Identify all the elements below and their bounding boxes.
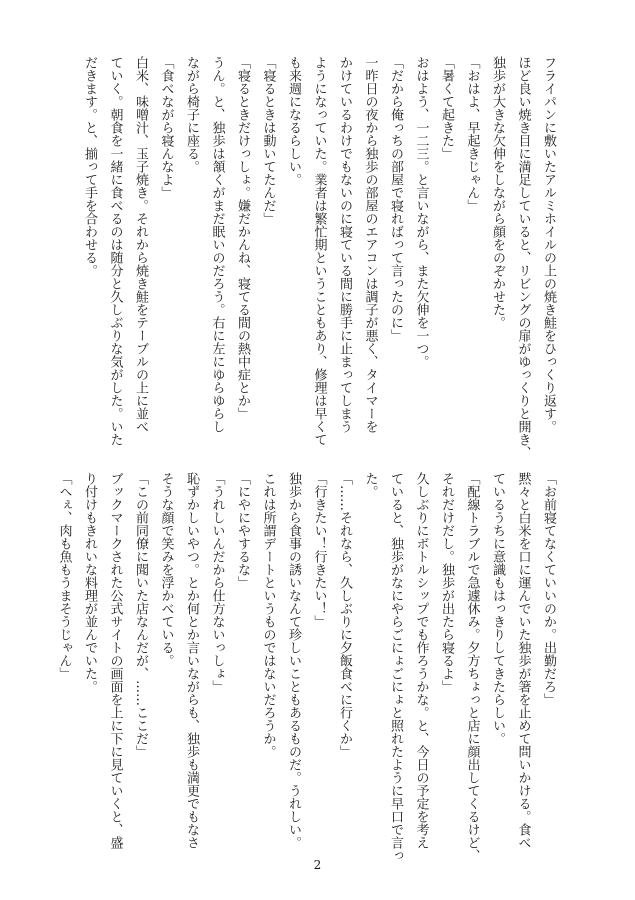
text-line: それだけだし。独歩が出たら寝るよ」 (439, 472, 454, 693)
text-line: ながら椅子に座る。 (184, 56, 199, 173)
text-line: ていると、独歩がなにやらごにょごにょと照れたように早口で言っ (388, 472, 403, 862)
text-line: 黙々と白米を口に運んでいた独歩が箸を止めて問いかける。食べ (515, 472, 531, 849)
text-line: おはよう、一二三。と言いながら、また欠伸を一つ。 (413, 56, 429, 368)
text-line: 「うれしいんだから仕方ないっしょ」 (209, 472, 225, 693)
text-line: 「寝るときは動いてたんだ」 (260, 56, 276, 225)
text-line: 「食べながら寝んなよ」 (158, 56, 174, 199)
text-line: も来週になるらしい。 (286, 56, 301, 186)
text-line: 「暑くて起きた」 (439, 56, 454, 160)
text-line: そうな顔で笑みを浮かべている。 (158, 472, 174, 667)
text-line: 「行きたい！行きたい！」 (311, 472, 327, 628)
text-line: 久しぶりにボトルシップでも作ろうかな。と、今日の予定を考え (413, 472, 429, 849)
text-line: 一昨日の夜から独歩の部屋のエアコンは調子が悪く、タイマーを (362, 56, 378, 433)
text-line: 白米、味噌汁、玉子焼き。それから焼き鮭をテーブルの上に並べ (133, 56, 148, 433)
text-line: 「だから俺っちの部屋で寝ればって言ったのに」 (388, 56, 403, 342)
text-line: 「この前同僚に聞いた店なんだが、……ここだ」 (133, 472, 148, 758)
text-line: 「おはよ、早起きじゃん」 (464, 56, 480, 212)
page-number: 2 (313, 858, 322, 872)
text-line: 「配線トラブルで急遽休み。夕方ちょっと店に顔出してくるけど、 (464, 472, 480, 862)
text-line: これは所謂デートというものではないだろうか。 (260, 472, 276, 758)
text-line: 「へぇ、肉も魚もうまそうじゃん」 (56, 472, 72, 680)
text-line: ていく。朝食を一緒に食べるのは随分と久しぶりな気がした。いた (107, 56, 123, 446)
text-line: ようになっていた。業者は繁忙期ということもあり、修理は早くて (311, 56, 327, 446)
text-line: フライパンに敷いたアルミホイルの上の焼き鮭をひっくり返す。 (541, 56, 556, 433)
text-line: 恥ずかしいやつ。とか何とか言いながらも、独歩も満更でもなさ (184, 472, 199, 849)
text-line: 「……それなら、久しぶりに夕飯食べに行くか」 (337, 472, 352, 758)
text-block-bottom (56, 472, 561, 862)
text-line: 独歩が大きな欠伸をしながら顔をのぞかせた。 (490, 56, 505, 329)
text-line: だきます。と、揃って手を合わせる。 (82, 56, 97, 277)
text-line: 「お前寝てなくていいのか。出勤だろ」 (541, 472, 556, 706)
text-line: 「寝るときだけっしょ。嫌だかんね、寝てる間の熱中症とか」 (235, 56, 250, 420)
text-line: ているうちに意識もはっきりしてきたらしい。 (490, 472, 505, 745)
text-line: ほど良い焼き目に満足していると、リビングの扉がゆっくりと開き、 (515, 56, 531, 459)
text-line: た。 (362, 472, 378, 498)
text-line: 「にやにやするな」 (235, 472, 250, 589)
text-line: うん。と、独歩は頷くがまだ眠いのだろう。右に左にゆらゆらし (209, 56, 225, 433)
text-line: ブックマークされた公式サイトの画面を上に下に見ていくと、盛 (107, 472, 123, 849)
text-line: かけているわけでもないのに寝ている間に勝手に止まってしまう (337, 56, 352, 433)
text-line: 独歩から食事の誘いなんて珍しいこともあるものだ。うれしい。 (286, 472, 301, 849)
text-block-top (65, 56, 561, 459)
text-line: り付けもきれいな料理が並んでいた。 (82, 472, 97, 693)
